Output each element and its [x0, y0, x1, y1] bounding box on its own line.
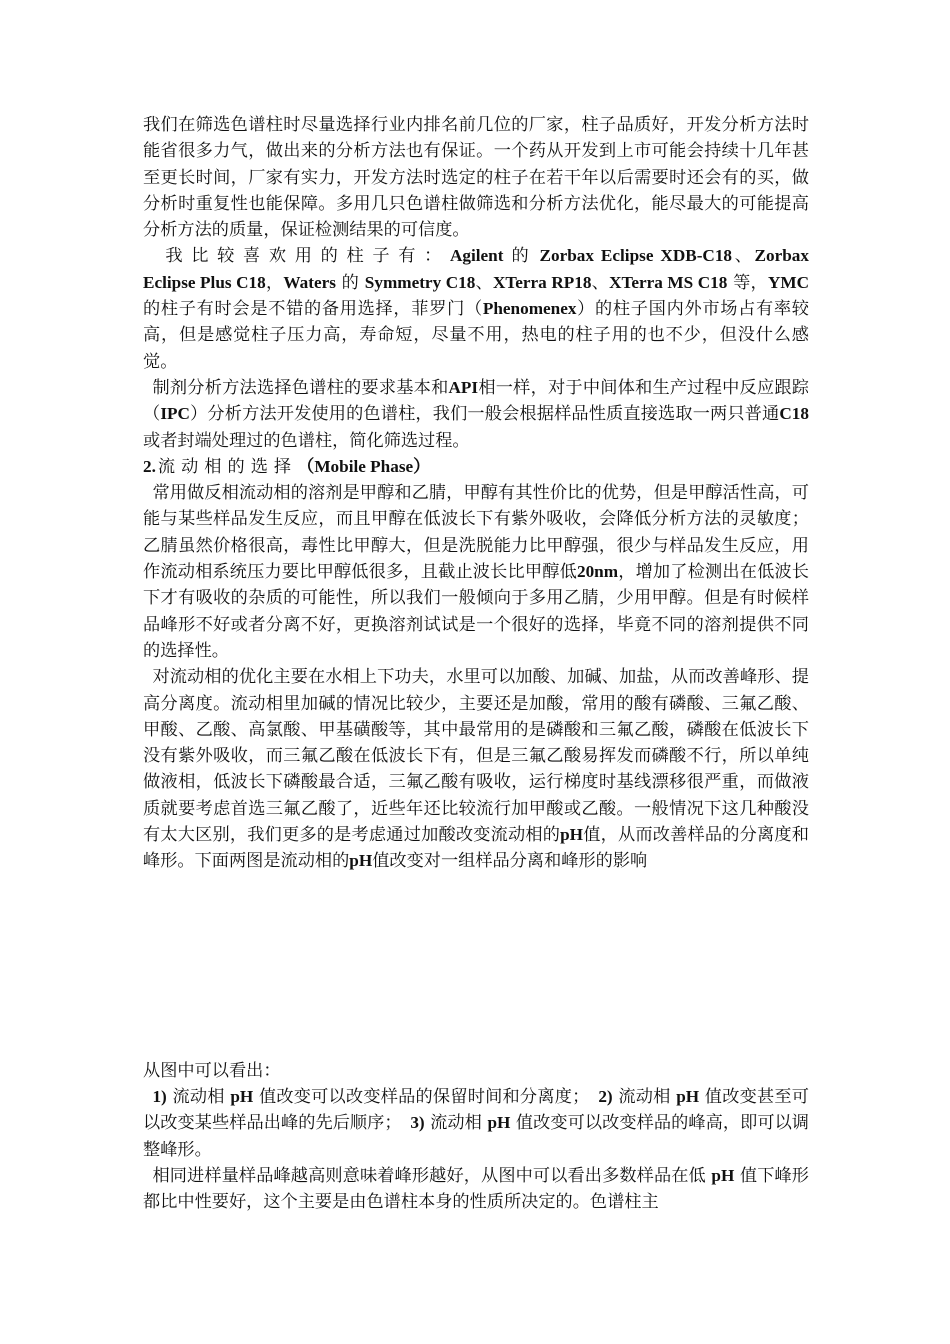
term-api: API [448, 377, 479, 397]
column-xterra-ms: XTerra MS C18 [609, 272, 728, 292]
section-number: 2. [143, 456, 156, 476]
paragraph-solvents [143, 480, 809, 664]
text-span: 、 [475, 272, 493, 293]
text-span: 常用做反相流动相的溶剂是甲醇和乙腈，甲醇有其性价比的优势，但是甲醇活性高，可能与某些样品发生反应，而且甲醇在低波长下有紫外吸收，会降低分析方法的灵敏度；乙腈虽然价格很高，毒性比甲醇大，但是洗脱能力比甲醇强，很少与样品发生反应，用作流动相系统压力要比甲醇低很多，且截止波长比甲醇低 [143, 483, 809, 583]
section-title: 流动相的选择 [157, 456, 298, 477]
paragraph-column-selection: 我们在筛选色谱柱时尽量选择行业内排名前几位的厂家，柱子品质好，开发分析方法时能省很多力气，做出来的分析方法也有保证。一个药从开发到上市可能会持续十几年甚至更长时间，厂家有实力，开发方法时选定的柱子在若干年以后需要时还会有的买，做分析时重复性也能保障。多用几只色谱柱做筛选和分析方法优化，能尽最大的可能提高分析方法的质量，保证检测结果的可信度。 [143, 115, 809, 241]
text-span: 值改变可以改变样品的保留时间和分离度； [253, 1086, 599, 1107]
text-span: 值，从而改善样品的分离度和峰形。下面两图是流动相的 [143, 825, 809, 872]
paragraph-observations [143, 1084, 809, 1163]
list-number: 3) [410, 1113, 425, 1133]
text-span: ，增加了检测出在低波长下才有吸收的杂质的可能性，所以我们一般倾向于多用乙腈，少用甲醇。但是有时候样品峰形不好或者分离不好，更换溶剂试试是一个很好的选择，毕竟不同的溶剂提供不同的选择性。 [143, 562, 809, 661]
text-span: 我比较喜欢用的柱子有： [165, 246, 450, 267]
text-span: 相同进样量样品峰越高则意味着峰形越好，从图中可以看出多数样品在低 [152, 1165, 712, 1186]
text-span: 制剂分析方法选择色谱柱的要求基本和 [152, 377, 449, 398]
term-ph: pH [560, 825, 584, 845]
text-span: 的柱子有时会是不错的备用选择，菲罗门（ [143, 299, 483, 320]
paragraph-formulation [143, 375, 809, 454]
text-span: ， [265, 272, 284, 293]
list-number: 1) [152, 1086, 167, 1106]
paragraph-observations-intro: 从图中可以看出： [143, 1060, 281, 1081]
paragraph-peak-shape [143, 1163, 809, 1216]
text-span: ）分析方法开发使用的色谱柱，我们一般会根据样品性质直接选取一两只普通 [189, 404, 780, 425]
document-body [143, 112, 809, 1215]
brand-phenomenex: Phenomenex [482, 299, 577, 319]
column-zorbax-xdb: Zorbax Eclipse XDB-C18 [539, 246, 733, 266]
text-span: 或者封端处理过的色谱柱，简化筛选过程。 [143, 430, 470, 451]
section-heading-mobile-phase [143, 454, 809, 480]
text-span: 流动相 [424, 1113, 488, 1134]
text-span: 、 [591, 272, 610, 293]
brand-waters: Waters [283, 272, 336, 292]
text-span: 、 [732, 246, 755, 267]
text-span: 相一样，对于中间体和生产过程中反应跟踪（ [143, 377, 809, 425]
column-zorbax-plus: Zorbax Eclipse Plus C18 [143, 246, 809, 292]
section-title-en: （Mobile Phase） [297, 456, 431, 476]
list-number: 2) [598, 1086, 613, 1106]
text-span: 值改变可以改变样品的峰高，即可以调整峰形。 [143, 1113, 809, 1160]
term-c18: C18 [779, 404, 809, 424]
term-20nm: 20nm [576, 562, 619, 582]
term-ph: pH [487, 1113, 511, 1133]
brand-ymc: YMC [767, 272, 809, 292]
text-span: 的 [503, 246, 540, 267]
text-span: 值改变甚至可以改变某些样品出峰的先后顺序； [143, 1086, 809, 1134]
text-span: 值下峰形都比中性要好，这个主要是由色谱柱本身的性质所决定的。色谱柱主 [143, 1165, 809, 1213]
text-span: 流动相 [166, 1086, 231, 1107]
term-ipc: IPC [160, 404, 190, 424]
paragraph-acids [143, 664, 809, 874]
text-span: 等， [727, 272, 768, 293]
text-span: 对流动相的优化主要在水相上下功夫，水里可以加酸、加碱、加盐，从而改善峰形、提高分离度。流动相里加碱的情况比较少，主要还是加酸，常用的酸有磷酸、三氟乙酸、甲酸、乙酸、高氯酸、甲基磺酸等，其中最常用的是磷酸和三氟乙酸，磷酸在低波长下没有紫外吸收，而三氟乙酸在低波长下有，但是三氟乙酸易挥发而磷酸不行，所以单纯做液相，低波长下磷酸最合适，三氟乙酸有吸收，运行梯度时基线漂移很严重，而做液质就要考虑首选三氟乙酸了，近些年还比较流行加甲酸或乙酸。一般情况下这几种酸没有太大区别，我们更多的是考虑通过加酸改变流动相的 [143, 667, 809, 846]
paragraph-preferred-columns [143, 243, 809, 374]
term-ph: pH [349, 851, 373, 871]
text-span: 值改变对一组样品分离和峰形的影响 [372, 851, 648, 872]
text-span: 的 [335, 272, 365, 293]
column-symmetry: Symmetry C18 [364, 272, 476, 292]
term-ph: pH [711, 1165, 735, 1185]
brand-agilent: Agilent [449, 246, 504, 266]
term-ph: pH [230, 1086, 254, 1106]
text-span: ）的柱子国内外市场占有率较高，但是感觉柱子压力高，寿命短，尽量不用，热电的柱子用的也不少，但没什么感觉。 [143, 299, 809, 372]
text-span: 流动相 [612, 1086, 677, 1107]
figure-placeholder [143, 875, 809, 1058]
term-ph: pH [676, 1086, 700, 1106]
column-xterra-rp18: XTerra RP18 [493, 272, 592, 292]
